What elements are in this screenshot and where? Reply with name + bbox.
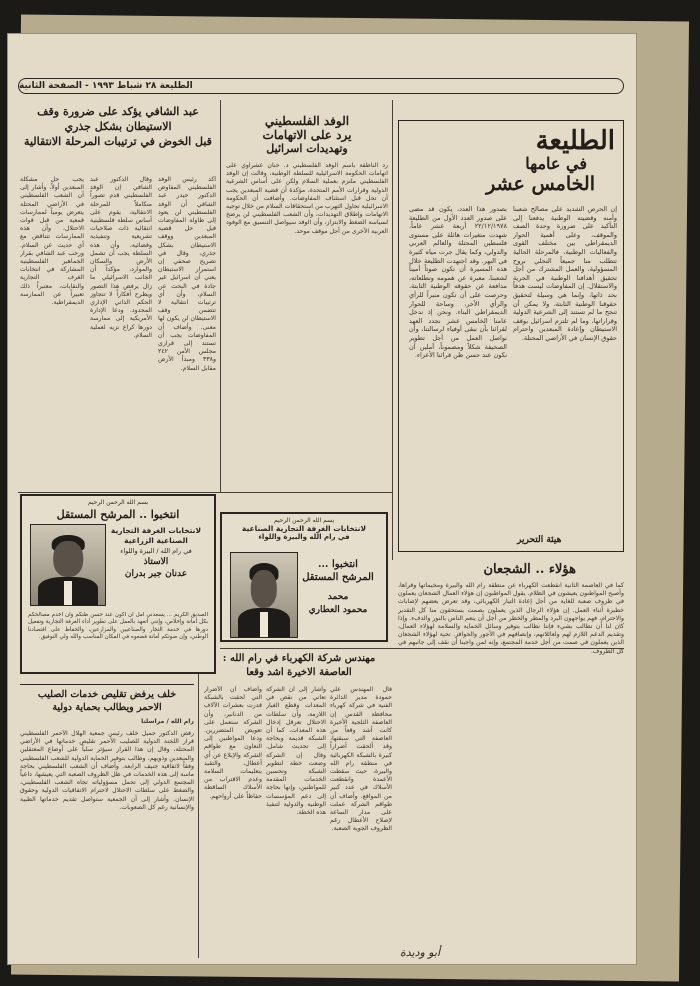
- ad2-bismillah: بسم الله الرحمن الرحيم: [273, 517, 335, 524]
- page-header: [18, 78, 624, 94]
- abdelshafi-title-2: قبل الخوض في ترتيبات المرحلة الانتقالية: [24, 135, 212, 148]
- editorial-box: [398, 120, 624, 552]
- ad2-line-2: في رام الله والبيرة واللواء: [258, 533, 350, 541]
- editorial-subtitle-2: الخامس عشر: [486, 173, 595, 195]
- redcrescent-intro: رام الله / مراسلنا: [141, 718, 194, 725]
- candidate-name: عدنان جبر بدران: [124, 569, 188, 579]
- ad-body: الصديق الكريم ... يسعدني أمل أن أكون عند حسن ظنكم وأن أخدم مصالحكم بكل أمانة وإخلاص، وإنني أتعهد بالعمل على تطوير أداء الغرفة التجارية وتفعيل دورها في خدمة التجار والصناعيين والمزارعين، والحفاظ على اقتصادنا الوطني، وإن صوتكم أمانة فضعوه في المكان المناسب والله ولي التوفيق.: [28, 612, 208, 641]
- editorial-signature: هيئة التحرير: [517, 535, 562, 545]
- ad2-name-1: محمد: [327, 592, 349, 602]
- redcrescent-title-1: خلف يرفض تقليص خدمات الصليب: [37, 689, 177, 700]
- redcrescent-body: رفض الدكتور جميل خلف رئيس جمعية الهلال الأحمر الفلسطيني قرار اللجنة الدولية للصليب الأحمر تقليص خدماتها في الأراضي المحتلة، وقال إن هذا القرار سيؤثر سلباً على أوضاع المعتقلين والمبعدين وذويهم، وطالب بتوفير الحماية الدولية للشعب الفلسطيني وفقاً لاتفاقية جنيف الرابعة. وأضاف أن الشعب الفلسطيني بحاجة ماسة إلى هذه الخدمات في ظل الظروف الصعبة التي يعيشها، داعياً المجتمع الدولي إلى تحمل مسؤولياته تجاه الشعب الفلسطيني، والضغط على سلطات الاحتلال لاحترام الاتفاقيات الدولية وحقوق الإنسان. وأشار إلى أن الجمعية ستواصل تقديم خدماتها الطبية والإنسانية رغم كل الصعوبات.: [20, 730, 194, 811]
- candidate-ad-badran: [20, 494, 216, 674]
- editorial-body-cont: إن الحرص الشديد على مصالح شعبنا وأمنه وقضيته الوطنية يدفعنا إلى التأكيد على ضرورة وحدة الصف والموقف، وعلى أهمية الحوار الديمقراطي بين مختلف القوى والفعاليات الوطنية، فالمرحلة الحالية تتطلب منا جميعاً التحلي بروح المسؤولية، والعمل المشترك من أجل تحقيق أهدافنا الوطنية في الحرية والاستقلال. إن المفاوضات ليست هدفاً بحد ذاتها، وإنما هي وسيلة لتحقيق حقوقنا الوطنية الثابتة، ولا يمكن أن تنجح ما لم تستند إلى الشرعية الدولية وقراراتها، وما لم تلتزم اسرائيل بوقف الاستيطان وإعادة المبعدين واحترام حقوق الإنسان في الأراضي المحتلة.: [513, 205, 617, 342]
- candidate-ad-atari: [220, 512, 388, 642]
- ad-title: الاستاذ: [143, 557, 169, 567]
- redcrescent-title-2: الاحمر ويطالب بحماية دولية: [52, 702, 162, 713]
- abdelshafi-col-3: يجب حل مشكلة المبعدين أولاً، وأشار إلى أن الشعب الفلسطيني في الأراضي المحتلة يتعرض يومياً لممارسات قمعية من قبل قوات الاحتلال، وأن هذه الممارسات تتناقض مع أي حديث عن السلام. ورحب عبد الشافي بقرار الجماهير الفلسطينية المشاركة في انتخابات الغرف التجارية والنقابات، معتبراً ذلك تعبيراً عن الممارسة الديمقراطية.: [20, 176, 84, 307]
- ad2-line-4: المرشح المستقل: [302, 572, 374, 583]
- electricity-col-2: وأشار إلى أن الشركة تعاني من نقص في المعدات وقطع الغيار اللازمة، وأن سلطات الاحتلال تعرقل إدخال هذه المعدات، كما أن الشبكة قديمة وبحاجة إلى تحديث شامل. وقال إن الشركة وضعت خطة لتطوير الشبكة وتحسين الخدمات المقدمة للمواطنين، وإنها بحاجة إلى دعم المؤسسات الوطنية والدولية لتنفيذ هذه الخطة.: [266, 686, 326, 817]
- martyrs-signature: أبو وديدة: [400, 946, 441, 959]
- electricity-title-2: العاصفة الاخيرة اشد وقعا: [246, 667, 352, 678]
- delegation-title-1: الوفد الفلسطيني: [264, 114, 350, 128]
- abdelshafi-col-2: وقال الدكتور عبد الشافي إن الوفد الفلسطيني قدم تصوراً متكاملاً للمرحلة الانتقالية، يقوم على أساس سلطة فلسطينية انتقالية ذات صلاحيات تشريعية وتنفيذية وقضائية، وأن هذه السلطة يجب أن تشمل الأرض والسكان والموارد، مؤكداً أن الجانب الاسرائيلي ما زال يرفض هذا التصور ويطرح أفكاراً لا تتجاوز الحكم الذاتي الإداري المحدود. ودعا الإدارة الأمريكية إلى ممارسة دورها كراع نزيه لعملية السلام.: [90, 176, 152, 339]
- electricity-col-1: قال المهندس علي حمودة مدير الدائرة الفنية في شركة كهرباء محافظة القدس إن العاصفة الثلجية الأخيرة كانت أشد وقعاً من العاصفة التي سبقتها، وقد ألحقت أضراراً كبيرة بالشبكة الكهربائية في منطقة رام الله والبيرة، حيث سقطت الأعمدة وانقطعت الأسلاك في عدد كبير من المواقع. وأضاف أن طواقم الشركة عملت على مدار الساعة لإصلاح الأعطال رغم الظروف الجوية الصعبة.: [330, 686, 392, 833]
- abdelshafi-col-1: أكد رئيس الوفد الفلسطيني المفاوض الدكتور حيدر عبد الشافي أن الوفد الفلسطيني لن يعود إلى طاولة المفاوضات قبل حل قضية المبعدين ووقف الاستيطان بشكل جذري، وقال في تصريح صحفي إن استمرار الاستيطان يعني أن اسرائيل غير جادة في البحث عن السلام، وأن أي ترتيبات انتقالية لا تتضمن وقف الاستيطان لن يكون لها معنى. وأضاف أن المفاوضات يجب أن تستند إلى قراري مجلس الأمن ٢٤٢ و٣٣٨ ومبدأ الأرض مقابل السلام.: [158, 176, 216, 372]
- ad-line-4: في رام الله / البيرة واللواء: [120, 547, 192, 555]
- delegation-title-3: وتهديدات اسرائيل: [266, 142, 348, 155]
- column-rule: [198, 648, 199, 958]
- ad2-name-2: محمود العطاري: [308, 605, 368, 615]
- column-rule: [392, 100, 393, 560]
- newspaper-page: [8, 34, 636, 964]
- delegation-title-2: يرد على الاتهامات: [262, 128, 352, 142]
- martyrs-title: هؤلاء .. الشجعان: [483, 562, 576, 577]
- candidate-photo: [30, 524, 106, 606]
- ad-bismillah: بسم الله الرحمن الرحيم: [87, 499, 149, 506]
- editorial-title: الطليعة: [535, 126, 615, 156]
- candidate-photo-2: [230, 552, 298, 638]
- martyrs-body: كما في العاصمة الثانية انقطعت الكهرباء عن منطقة رام الله والبيرة ومخيماتها وقراها، وأصبح المواطنون يعيشون في الظلام. يقول المواطنون إن هؤلاء العمال الشجعان يعملون في ظروف صعبة للغاية من أجل إعادة التيار الكهربائي، وقد تعرض بعضهم لإصابات خطيرة أثناء العمل. إن هؤلاء الرجال الذين يعملون بصمت يستحقون منا كل التقدير والاحترام، فهم يواجهون البرد والمطر والخطر من أجل أن ينعم الناس بالنور والدفء. وإذا كان لنا أن نطالب بشيء فإننا نطالب بتوفير وسائل الحماية والسلامة لهؤلاء العمال، وتقديم الدعم اللازم لهم ولعائلاتهم، وإنصافهم في الأجور والحوافز. تحية لهؤلاء الشجعان الذين يعملون في صمت من أجل خدمة المجتمع، وإنه لمن واجبنا أن نقف إلى جانبهم في كل الظروف.: [398, 582, 624, 655]
- ad-headline: انتخبوا .. المرشح المستقل: [56, 508, 180, 521]
- editorial-body: بصدور هذا العدد، يكون قد مضى على صدور العدد الأول من الطليعة ٢٢/١٢/١٩٧٨ أربعة عشر عاماً، شهدت متغيرات هائلة على مستوى فلسطين المحتلة والعالم العربي والدولي، وكما يقال جرت مياه كثيرة في النهر. وقد اجتهدت الطليعة خلال هذه المسيرة أن تكون صوتاً أميناً لشعبنا، معبرة عن همومه وتطلعاته، مدافعة عن حقوقه الوطنية الثابتة، وحرصت على أن تكون منبراً للرأي والرأي الآخر، وساحة للحوار الديمقراطي البناء. ونحن إذ ندخل عامنا الخامس عشر نجدد العهد لقرائنا بأن نبقى أوفياء لرسالتنا، وأن نواصل العمل من أجل تطوير الصحيفة شكلاً ومضموناً، آملين أن نكون عند حسن ظن قرائنا الأعزاء.: [409, 205, 507, 360]
- ad-line-3: الصناعية الزراعية: [124, 536, 188, 545]
- electricity-col-3: وأضاف أن الأضرار التي لحقت بالشبكة قدرت بعشرات الآلاف من الدنانير، وأن الشركة ستعمل على تعويض المتضررين. ودعا المواطنين إلى التعاون مع طواقم الشركة والإبلاغ عن أي أعطال، والتقيد بتعليمات السلامة وعدم الاقتراب من الأسلاك الساقطة حفاظاً على أرواحهم.: [204, 686, 262, 800]
- ad2-line-1: لانتخابات الغرفة التجارية الصناعية: [241, 524, 367, 533]
- ad2-line-3: انتخبوا ...: [318, 559, 358, 570]
- column-rule: [220, 100, 221, 492]
- delegation-body: رد الناطقة باسم الوفد الفلسطيني د. حنان عشراوي على اتهامات الحكومة الاسرائيلية للسلطة الوطنية، وقالت إن الوفد الفلسطيني ملتزم بعملية السلام ولكن على أساس الشرعية الدولية وقرارات الأمم المتحدة، مؤكدة أن قضية المبعدين يجب أن تحل قبل استئناف المفاوضات. وأضافت أن الحكومة الاسرائيلية تحاول التهرب من استحقاقات السلام من خلال توجيه الاتهامات وإطلاق التهديدات، وأن الشعب الفلسطيني لن يرضخ لسياسة الضغط والابتزاز، وأن الوفد سيواصل التنسيق مع الوفود العربية الأخرى من أجل موقف موحد.: [226, 162, 388, 235]
- editorial-subtitle: في عامها: [525, 154, 587, 173]
- electricity-title-1: مهندس شركة الكهرباء في رام الله :: [222, 653, 376, 664]
- issue-line: الطليعة ٢٨ شباط ١٩٩٣ - الصفحة الثانية: [19, 81, 193, 91]
- abdelshafi-title-1: عبد الشافي يؤكد على ضرورة وقف الاستيطان بشكل جذري: [37, 105, 199, 133]
- ad-line-2: لانتخابات الغرفة التجارية: [110, 526, 202, 535]
